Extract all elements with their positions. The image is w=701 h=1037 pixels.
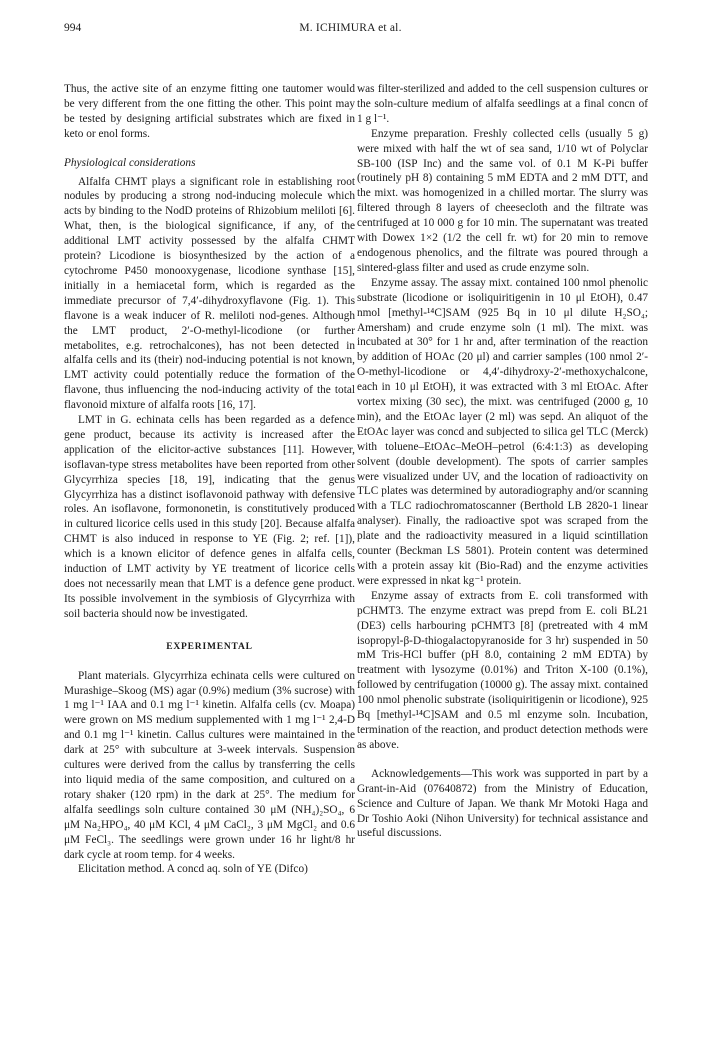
ecoli-assay-paragraph: Enzyme assay of extracts from E. coli transformed with pCHMT3. The enzyme extract was prepd from E. coli BL21 (DE3) cells harbouring pCHMT3 [8] (pretreated with 4 mM isopropyl-β-D-thiogalactopyranoside for 3 hr) suspended in 50 mM Tris-HCl buffer (pH 8.0, containing 2 mM EDTA) by treatment with lysozyme (0.01%) and Triton X-100 (0.1%), followed by centrifugation (10000 g). The assay mixt. contained 100 nmol phenolic substrate (isoliquiritigenin or licodione), 925 Bq [methyl-¹⁴C]SAM and 0.5 ml enzyme soln. Incubation, termination of the reaction, and product detection methods were as above. bbox=[357, 589, 648, 751]
elicitation-continued-paragraph: was filter-sterilized and added to the cell suspension cultures or the soln-culture medium of alfalfa seedlings at a final concn of 1 g l⁻¹. bbox=[357, 83, 648, 125]
right-column bbox=[357, 82, 648, 841]
page-number: 994 bbox=[64, 22, 82, 34]
acknowledgements-paragraph: Acknowledgements—This work was supported in part by a Grant-in-Aid (07640872) from the Ministry of Education, Science and Culture of Japan. We thank Mr Motoki Haga and Dr Toshio Aoki (Nihon University) for technical assistance and useful discussions. bbox=[357, 767, 648, 840]
plant-materials-paragraph: Plant materials. Glycyrrhiza echinata cells were cultured on Murashige–Skoog (MS) agar (0.9%) medium (3% sucrose) with 1 mg l⁻¹ IAA and 0.1 mg l⁻¹ kinetin. Alfalfa cells (cv. Moapa) were grown on MS medium supplemented with 1 mg l⁻¹ 2,4-D and 0.1 mg l⁻¹ kinetin. Callus cultures were maintained in the dark at 25° with subculture at 3-week intervals. Suspension cultures were derived from the callus by transferring the cells into liquid media of the same composition, and cultured on a rotary shaker (120 rpm) in the dark at 25°. The medium for alfalfa seedlings soln culture contained 30 μM (NH₄)₂SO₄, 6 μM Na₂HPO₄, 40 μM KCl, 4 μM CaCl₂, 3 μM MgCl₂ and 0.6 μM FeCl₃. The seedlings were grown under 16 hr light/8 hr dark cycle at room temp. for 4 weeks. bbox=[64, 669, 355, 861]
experimental-heading: EXPERIMENTAL bbox=[166, 641, 253, 652]
running-head: M. ICHIMURA et al. bbox=[299, 22, 402, 34]
left-column bbox=[64, 82, 355, 877]
physiological-considerations-heading: Physiological considerations bbox=[64, 156, 196, 169]
elicitation-method-paragraph: Elicitation method. A concd aq. soln of YE (Difco) bbox=[78, 863, 308, 876]
enzyme-assay-paragraph: Enzyme assay. The assay mixt. contained 100 nmol phenolic substrate (licodione or isoliquiritigenin in 10 μl EtOH), 0.47 nmol [methyl-¹⁴C]SAM (925 Bq in 10 μl dilute H₂SO₄; Amersham) and crude enzyme soln (1 ml). The mixt. was incubated at 30° for 1 hr and, after termination of the reaction by addition of HOAc (20 μl) and carrier samples (100 nmol 2′-O-methyl-licodione or 4,4′-dihydroxy-2′-methoxychalcone, each in 10 μl EtOH), it was extracted with 3 ml EtOAc. After vortex mixing (30 sec), the mixt. was centrifuged (2000 g, 10 min), and the EtOAc layer (2 ml) was sepd. An aliquot of the EtOAc layer was concd and subjected to silica gel TLC (Merck) with toluene–EtOAc–MeOH–petrol (6:4:1:3) as developing solvent (double development). The spots of carrier samples were visualized under UV, and the location of radioactivity on TLC plates was determined by autoradiography and/or scanning with a TLC radiochromatoscanner (Berthold LB 2820-1 linear analyser). Finally, the radioactive spot was scraped from the plate and the radioactivity measured in a liquid scintillation counter (Beckman LS 5801). Protein content was determined with a protein assay kit (Bio-Rad) and the enzyme activities were expressed in nkat kg⁻¹ protein. bbox=[357, 276, 648, 587]
physiology-paragraph-2: LMT in G. echinata cells has been regarded as a defence gene product, because its activity is increased after the application of the elicitor-active substances [11]. However, isoflavan-type stress metabolites have been reported from other Glycyrrhiza species [18, 19], indicating that the genus Glycyrrhiza has a distinct isoflavonoid pathway with defensive roles. An isoflavone, formononetin, is constitutively produced in cultured licorice cells used in this study [20]. Because alfalfa CHMT is also induced in response to YE (Fig. 2; ref. [1]), which is a known elicitor of defence genes in alfalfa cells, induction of LMT activity by YE treatment of licorice cells does not necessarily mean that LMT is a defence gene product. Its possible involvement in the symbiosis of Glycyrrhiza with soil bacteria should now be investigated. bbox=[64, 414, 355, 620]
intro-paragraph: Thus, the active site of an enzyme fitting one tautomer would be very different from the one fitting the other. This point may be tested by designing artificial substrates which are fixed in keto or enol forms. bbox=[64, 83, 355, 140]
physiology-paragraph-1: Alfalfa CHMT plays a significant role in establishing root nodules by producing a strong nod-inducing molecule which acts by binding to the NodD proteins of Rhizobium meliloti [6]. What, then, is the biological significance, if any, of the additional LMT activity possessed by the alfalfa CHMT protein? Licodione is biosynthesized by the action of a cytochrome P450 monooxygenase, licodione synthase [15], initially in a hemiacetal form, which is regarded as the immediate precursor of 7,4′-dihydroxyflavone (Fig. 1). This flavone is a weak inducer of R. meliloti nod-genes. Although the LMT product, 2′-O-methyl-licodione (or further metabolites, e.g. retrochalcones), has not been detected in alfalfa cells and its (their) nod-inducing potential is not known, LMT activity could potentially reduce the formation of the flavone, thus influencing the nod-inducing activity of the total flavonoid mixture of alfalfa roots [16, 17]. bbox=[64, 175, 355, 412]
enzyme-preparation-paragraph: Enzyme preparation. Freshly collected cells (usually 5 g) were mixed with half the wt of sea sand, 1/10 wt of Polyclar SB-100 (ISP Inc) and the same vol. of 0.1 M K-Pi buffer (routinely pH 8) containing 5 mM EDTA and 2 mM DTT, and the mixt. was homogenized in a chilled mortar. The slurry was filtered through 8 layers of cheesecloth and the filtrate was centrifuged at 10 000 g for 10 min. The supernatant was treated with Dowex 1×2 (1/2 the cell fr. wt) for 20 min to remove endogenous phenolics, and the filtrate was poured through a sintered-glass filter and used as crude enzyme soln. bbox=[357, 127, 648, 274]
paragraph-gap bbox=[357, 753, 648, 767]
